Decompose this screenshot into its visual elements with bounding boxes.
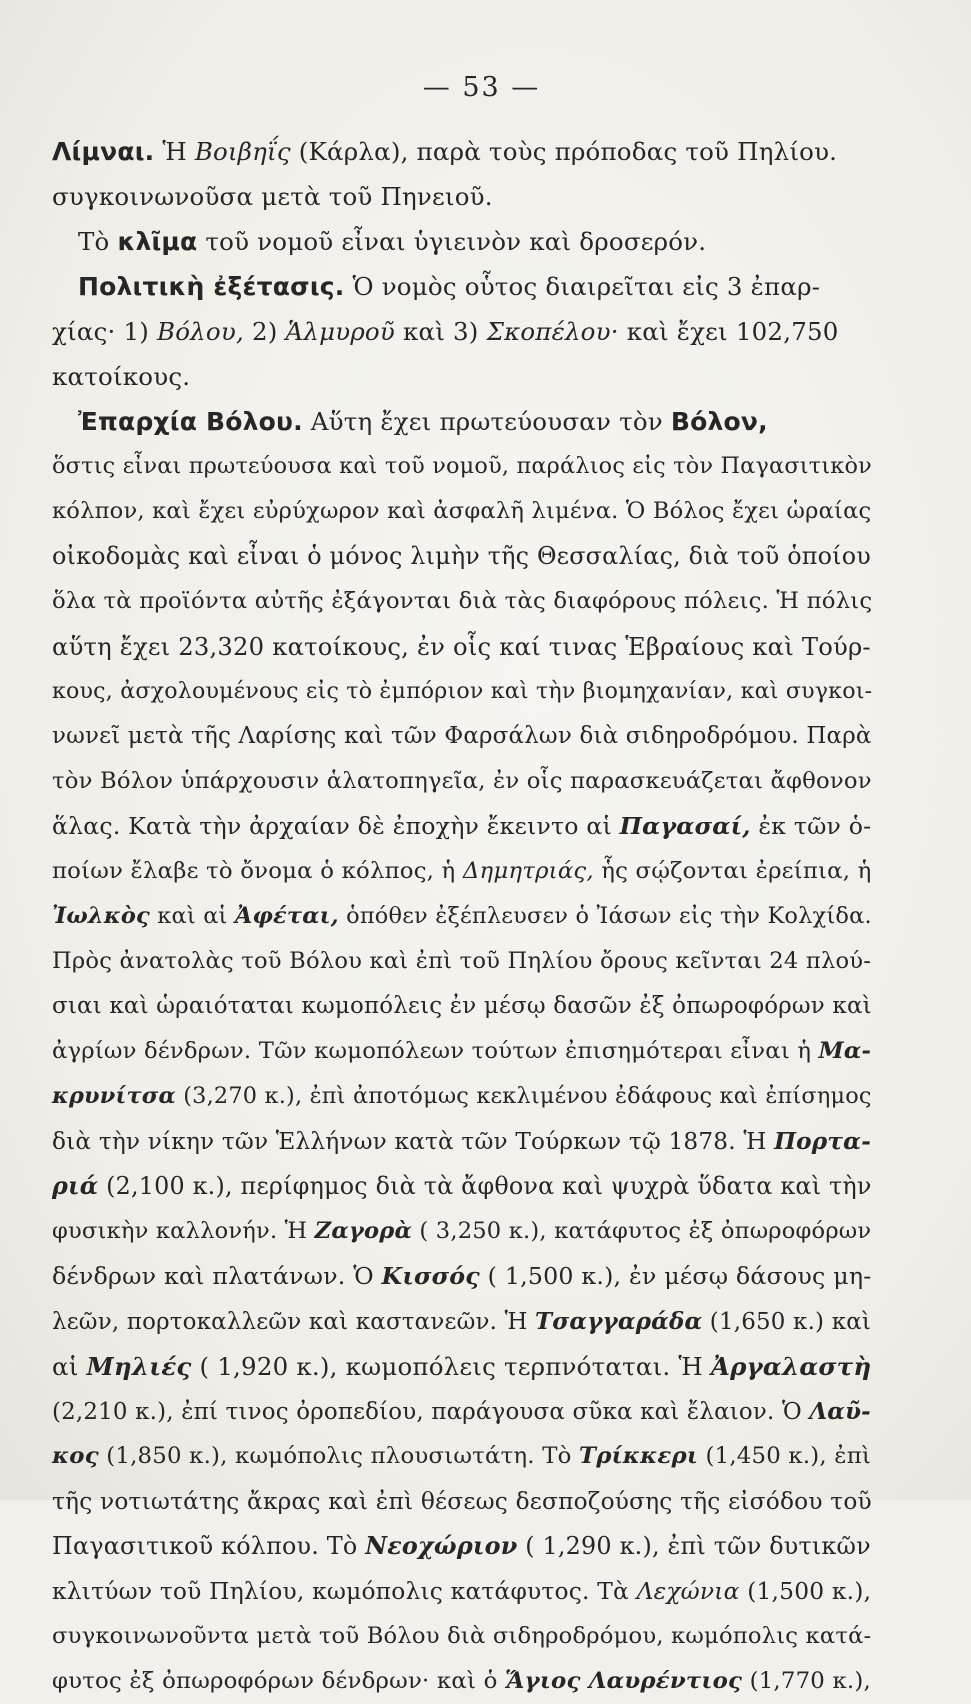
text-segment: Νεοχώριον — [365, 1532, 518, 1560]
text-line — [52, 174, 871, 219]
text-segment: (3,270 κ.), ἐπὶ ἀποτόμως κεκλιμένου ἐδάφους καὶ ἐπίσημος — [175, 1083, 872, 1109]
text-line — [52, 129, 871, 174]
text-segment: χίας· 1) — [52, 317, 158, 346]
text-segment: τὸν Βόλον ὑπάρχουσιν ἁλατοπηγεῖα, ἐν οἷς παρασκευάζεται ἄφθονον — [52, 768, 872, 794]
text-segment: αὕτη ἔχει 23,320 κατοίκους, ἐν οἷς καί τινας Ἑβραίους καὶ Τούρ- — [52, 632, 871, 661]
text-segment: καὶ ἔχει 102,750 — [618, 317, 839, 346]
text-segment: Παγασιτικοῦ κόλπου. Τὸ — [52, 1532, 366, 1560]
text-line — [52, 1299, 871, 1344]
text-segment: Αὕτη ἔχει πρωτεύουσαν τὸν — [302, 407, 671, 436]
text-segment: Ἡ — [154, 137, 195, 166]
text-segment: Ἰωλκὸς — [52, 903, 150, 929]
text-line — [52, 894, 871, 939]
text-line — [52, 579, 871, 624]
text-segment: κλιτύων τοῦ Πηλίου, κωμόπολις κατάφυτος. Τὰ — [52, 1577, 637, 1605]
text-segment: ( 1,290 κ.), ἐπὶ τῶν δυτικῶν — [517, 1532, 871, 1560]
text-segment: Σκοπέλου· — [486, 317, 619, 346]
text-segment: (1,770 κ.), — [742, 1668, 871, 1694]
text-line — [52, 1479, 871, 1524]
text-segment: ( 1,920 κ.), κωμοπόλεις τερπνόταται. Ἡ — [191, 1352, 711, 1381]
text-line — [52, 714, 871, 759]
text-body — [52, 129, 871, 1704]
text-segment: Πρὸς ἀνατολὰς τοῦ Βόλου καὶ ἐπὶ τοῦ Πηλίου ὄρους κεῖνται 24 πλού- — [52, 948, 872, 974]
text-segment: ὁπόθεν ἐξέπλευσεν ὁ Ἰάσων εἰς τὴν Κολχίδα. — [338, 903, 872, 929]
text-line — [52, 1434, 871, 1479]
text-segment: Παγασαί, — [619, 812, 751, 840]
text-segment: νωνεῖ μετὰ τῆς Λαρίσης καὶ τῶν Φαρσάλων διὰ σιδηροδρόμου. Παρὰ — [52, 723, 872, 749]
text-segment: ποίων ἔλαβε τὸ ὄνομα ὁ κόλπος, ἡ — [52, 858, 463, 884]
text-line — [52, 1119, 871, 1164]
text-line — [52, 489, 871, 534]
text-line — [52, 669, 871, 714]
text-line — [52, 1659, 871, 1704]
text-segment: δένδρων καὶ πλατάνων. Ὁ — [52, 1262, 382, 1290]
text-segment: Ζαγορὰ — [314, 1218, 413, 1244]
text-line — [52, 399, 871, 444]
text-line — [52, 1569, 871, 1614]
text-line — [52, 1029, 871, 1074]
text-line — [52, 1344, 871, 1389]
text-line — [52, 534, 871, 579]
text-line — [52, 354, 871, 399]
text-segment: καὶ αἱ — [149, 903, 235, 929]
text-segment: (2,210 κ.), ἐπί τινος ὀροπεδίου, παράγουσα σῦκα καὶ ἔλαιον. Ὁ — [52, 1399, 810, 1425]
text-segment: (1,500 κ.), — [739, 1577, 872, 1605]
text-segment: ( 1,500 κ.), ἐν μέσῳ δάσους μη- — [479, 1262, 872, 1290]
text-segment: Ἐπαρχία Βόλου. — [78, 407, 303, 436]
text-segment: διὰ τὴν νίκην τῶν Ἑλλήνων κατὰ τῶν Τούρκων τῷ 1878. Ἡ — [52, 1128, 775, 1155]
page-number: — 53 — — [422, 72, 541, 103]
text-segment: Κισσός — [381, 1262, 480, 1290]
text-line — [52, 264, 871, 309]
text-segment: τῆς νοτιωτάτης ἄκρας καὶ ἐπὶ θέσεως δεσποζούσης τῆς εἰσόδου τοῦ — [52, 1488, 872, 1515]
text-segment: 2) — [243, 317, 286, 346]
text-segment: Πολιτικὴ ἐξέτασις. — [78, 272, 345, 301]
text-line — [52, 1614, 871, 1659]
text-segment: Ἅγιος Λαυρέντιος — [504, 1668, 743, 1694]
text-segment: ὅστις εἶναι πρωτεύουσα καὶ τοῦ νομοῦ, παράλιος εἰς τὸν Παγασιτικὸν — [52, 453, 872, 479]
text-segment: Δημητριάς, — [462, 858, 594, 884]
text-segment: (Κάρλα), παρὰ τοὺς πρόποδας τοῦ Πηλίου. — [290, 137, 838, 166]
text-segment: Βόλου, — [157, 317, 244, 346]
text-line — [52, 1164, 871, 1209]
text-segment: κατοίκους. — [52, 362, 191, 391]
text-line — [52, 444, 871, 489]
text-line — [52, 1254, 871, 1299]
text-segment: συγκοινωνοῦσα μετὰ τοῦ Πηνειοῦ. — [52, 182, 493, 211]
text-segment: ἀγρίων δένδρων. Τῶν κωμοπόλεων τούτων ἐπισημότεραι εἶναι ἡ — [52, 1038, 819, 1064]
text-segment: Ἁλμυροῦ — [285, 317, 395, 346]
text-segment: Τὸ — [78, 227, 118, 256]
text-line — [52, 804, 871, 849]
text-segment: κους, ἀσχολουμένους εἰς τὸ ἐμπόριον καὶ τὴν βιομηχανίαν, καὶ συγκοι- — [52, 678, 873, 704]
text-segment: αἱ — [52, 1352, 87, 1381]
text-segment: Βόλον, — [670, 407, 768, 436]
text-segment: συγκοινωνοῦντα μετὰ τοῦ Βόλου διὰ σιδηροδρόμου, κωμόπολις κατά- — [52, 1623, 872, 1649]
text-line — [52, 939, 871, 984]
text-segment: καὶ 3) — [394, 317, 487, 346]
text-line — [52, 1524, 871, 1569]
text-line — [52, 1209, 871, 1254]
text-segment: Λεχώνια — [636, 1577, 740, 1605]
text-segment: Ὁ νομὸς οὗτος διαιρεῖται εἰς 3 ἐπαρ- — [344, 272, 821, 301]
text-segment: οἰκοδομὰς καὶ εἶναι ὁ μόνος λιμὴν τῆς Θεσσαλίας, διὰ τοῦ ὁποίου — [52, 542, 871, 570]
text-segment: φυτος ἐξ ὀπωροφόρων δένδρων· καὶ ὁ — [52, 1668, 505, 1694]
text-segment: Ἀργαλαστὴ — [710, 1352, 872, 1381]
text-line — [52, 219, 871, 264]
text-segment: ἐκ τῶν ὁ- — [750, 812, 872, 840]
text-segment: Τρίκκερι — [579, 1443, 699, 1469]
text-segment: ( 3,250 κ.), κατάφυτος ἐξ ὀπωροφόρων — [412, 1218, 872, 1244]
text-line — [52, 849, 871, 894]
text-segment: (2,100 κ.), περίφημος διὰ τὰ ἄφθονα καὶ ψυχρὰ ὕδατα καὶ τὴν — [98, 1172, 872, 1200]
text-segment: Λίμναι. — [52, 137, 155, 166]
text-line — [52, 1074, 871, 1119]
text-line — [52, 759, 871, 804]
text-line — [52, 1389, 871, 1434]
text-segment: (1,850 κ.), κωμόπολις πλουσιωτάτη. Τὸ — [98, 1443, 580, 1469]
text-line — [52, 984, 871, 1029]
text-segment: Πορτα- — [774, 1128, 872, 1155]
text-segment: τοῦ νομοῦ εἶναι ὑγιεινὸν καὶ δροσερόν. — [197, 227, 707, 256]
text-line — [52, 309, 871, 354]
text-segment: Βοιβηΐς — [194, 137, 291, 166]
text-segment: Μηλιές — [86, 1352, 192, 1381]
text-segment: Λαῦ- — [809, 1398, 871, 1425]
text-segment: κλῖμα — [117, 227, 198, 256]
text-segment: (1,650 κ.) καὶ — [702, 1309, 872, 1335]
text-segment: σιαι καὶ ὡραιόταται κωμοπόλεις ἐν μέσῳ δασῶν ἐξ ὀπωροφόρων καὶ — [52, 993, 872, 1019]
text-segment: ὅλα τὰ προϊόντα αὐτῆς ἐξάγονται διὰ τὰς διαφόρους πόλεις. Ἡ πόλις — [52, 588, 873, 614]
text-segment: κρυνίτσα — [52, 1083, 176, 1109]
text-segment: ριά — [52, 1172, 99, 1200]
text-segment: Τσαγγαράδα — [535, 1308, 703, 1335]
text-segment: κόλπον, καὶ ἔχει εὐρύχωρον καὶ ἀσφαλῆ λιμένα. Ὁ Βόλος ἔχει ὡραίας — [52, 498, 872, 524]
text-segment: (1,450 κ.), ἐπὶ — [698, 1443, 872, 1469]
text-segment: ἧς σῴζονται ἐρείπια, ἡ — [593, 858, 872, 884]
text-line — [52, 624, 871, 669]
text-segment: ἅλας. Κατὰ τὴν ἀρχαίαν δὲ ἐποχὴν ἔκειντο αἱ — [52, 812, 620, 840]
text-segment: φυσικὴν καλλονήν. Ἡ — [52, 1218, 315, 1244]
text-segment: λεῶν, πορτοκαλλεῶν καὶ καστανεῶν. Ἡ — [52, 1309, 535, 1335]
text-segment: Ἀφέται, — [234, 903, 339, 929]
text-segment: κος — [52, 1443, 99, 1469]
text-segment: Μα- — [818, 1038, 872, 1064]
